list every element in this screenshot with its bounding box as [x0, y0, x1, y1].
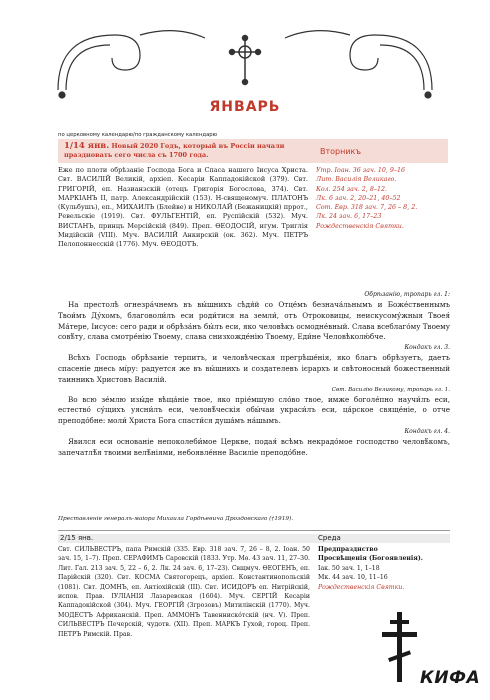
day1-readings — [316, 166, 451, 231]
orthodox-cross-icon — [380, 612, 420, 682]
calendar-line: по церковному календарю/по гражданскому календарю — [58, 132, 218, 138]
day2-weekday: Среда — [318, 534, 341, 542]
reading-line: Мк. 44 зач. 10, 11–16 — [318, 574, 388, 582]
prefeast-label: Предпразднство — [318, 546, 378, 553]
corner-ornament-right — [285, 31, 432, 98]
day1-date — [64, 142, 314, 160]
reading-line: Сот. Евр. 318 зач. 7, 26 – 8, 2. — [316, 204, 418, 212]
troparion-text: Во всю зе́млю изы́де вѣща́ніе твое, яко прiе́мшую сло́во твое, имже боголе́пно научи́лъ еси, естество́ су́щихъ уясни́лъ еси, человѣ́ческія обы́чаи украси́лъ еси, ца́рское свяще́ніе, о отче преподо́бне: моли́ Христа Бога спасти́ся душа́мъ на́шымъ. — [58, 394, 450, 426]
corner-ornament-left — [58, 31, 205, 98]
hymns-section — [58, 290, 450, 459]
memorial-note: Преставленіе генералъ-маіора Михаила Гордѣевича Дроздовскаго (†1919). — [58, 516, 294, 522]
troparion-text: На престолѣ огнезра́чнемъ въ вы́шнихъ сѣдя́й со Отце́мъ безнача́льнымъ и Боже́ственнымъ Твои́мъ Ду́хомъ, благоволи́лъ еси роди́тися на земли́, отъ Отроковицы, неискусому́жныя Твоея́ Ма́тере, Іисусе: сего ради и обрѣза́нъ бы́лъ еси, яко человѣкъ осмодне́вный. Слава всеблаго́му Твоему совѣ́ту, слава смотре́нію Твоему, слава снизхожде́нію Твоему, Еди́не Человѣколю́бче. — [58, 300, 450, 342]
day1-saints: Еже по плоти обрѣзаніе Господа Бога и Спаса нашего Іисуса Христа. Свт. ВАСИЛІЙ Великій, архіеп. Кесаріи Каппадокійской (379). Свт. ГРИГОРІЙ, еп. Назианзскій (отецъ Григорія Богослова, 374). Свт. МАРКІАНЪ II, патр. Александрійскій (153). Н-священомуч. ПЛАТОНЪ (Кульбушъ), еп., МИХАИЛЪ (Блейве) и НИКОЛАЙ (Бежаницкій) пррот., Ревельскіе (1919). Свт. ФУЛЬГЕНТІЙ, еп. Руспійскій (532). Муч. ВИСТАНЪ, принцъ Мерсійскій (849). Преп. ѲЕОДОСІЙ, игум. Триглія Мидійскій (VIII). Муч. ВАСИЛІЙ Анкирскій (ок. 362). Муч. ПЕТРЪ Пелопоннесскій (1776). Муч. ѲЕОДОТЪ. — [58, 166, 308, 249]
reading-line: Лк. 6 зач. 2, 20–21, 40–52 — [316, 194, 401, 202]
day2-date: 2/15 янв. — [60, 534, 94, 542]
day2-header-band — [58, 534, 450, 543]
day1-date-note: Новый 2020 Годъ, который въ Россіи начали праздновать сего числа съ 1700 года. — [64, 142, 285, 159]
troparion-label: Обрѣзанію, тропарь гл. 1: — [364, 291, 450, 298]
reading-line: Лк. 24 зач. 6, 17–23 — [316, 213, 382, 221]
prefeast-label: Просвѣщенія (Богоявленія). — [318, 555, 423, 563]
day1-date-num: 1/14 янв. — [64, 141, 110, 151]
day2-saints: Свт. СИЛЬВЕСТРЪ, папа Римскій (335. Евр. 318 зач. 7, 26 – 8, 2. Іоан. 50 зач. 15, 1–7). Преп. СЕРАФИМЪ Саровскій (1833. Утр. Мѳ. 43 зач. 11, 27–30. Лит. Гал. 213 зач. 5, 22 – 6, 2. Лк. 24 зач. 6, 17–23). Свщмуч. ѲЕОГЕНЪ, еп. Парійскій (320). Свт. КОСМА Святогорецъ, архіеп. Константинопольскій (1081). Свт. ДОМНЪ, еп. Антіохійскій (III). Свт. ИСИДОРЪ еп. Нитрійскій, испов. Прав. ІУЛІАНІЯ Лазаревская (1604). Муч. СЕРГІЙ Кесаріи Каппадокійской (304). Муч. ГЕОРГІЙ (Згрозовъ) Митилінскій (1770). Муч. МОДЕСТЪ Африканскій. Преп. АММОНЪ Тавенниско́тскій (нч. V). Преп. СИЛЬВЕСТРЪ Печерскій, чудотв. (XII). Преп. МАРКЪ Гухой, гороц. Преп. ПЕТРЪ Римскій. Прав. — [58, 546, 310, 638]
publisher-logo: КИФА — [420, 668, 481, 688]
reading-line: Рождественскія Святки. — [316, 222, 404, 230]
kondak-text: Всѣхъ Господь обрѣзаніе терпитъ, и человѣческая прегрѣше́нія, яко благъ обрѣзуетъ, даетъ спасеніе днесь мíру: радуется же въ вы́шнихъ и создателевъ ієрархъ и свѣтоносный божественный таинникъ Христовъ Василій. — [58, 353, 450, 384]
reading-line: Кол. 254 зач. 2, 8–12. — [316, 185, 387, 193]
reading-line: Утр. Іоан. 36 зач. 10, 9–16 — [316, 167, 406, 174]
month-title: ЯНВАРЬ — [209, 99, 281, 115]
day1-weekday: Вторникъ — [320, 147, 362, 156]
kondak-label: Кондакъ гл. 3. — [404, 344, 450, 352]
cross-icon — [230, 36, 261, 85]
kondak-label: Кондакъ гл. 4. — [404, 427, 450, 435]
reading-line: Рождественскія Святки. — [318, 583, 405, 591]
divider — [58, 530, 450, 531]
kondak-text: Явился еси основаніе непоколеби́мое Церкве, подая́ всѣмъ некрадо́мое господство человѣ́комъ, запечатлѣ́я твоими велѣ́ніями, небоявле́нне Василіе преподо́бне. — [58, 436, 450, 457]
reading-line: Іак. 50 зач. 1, 1–18 — [318, 564, 380, 572]
troparion-label: Свт. Василію Великому, тропарь гл. 1. — [331, 386, 450, 393]
day2-readings — [318, 545, 450, 592]
reading-line: Лит. Василія Великаго. — [316, 176, 397, 184]
